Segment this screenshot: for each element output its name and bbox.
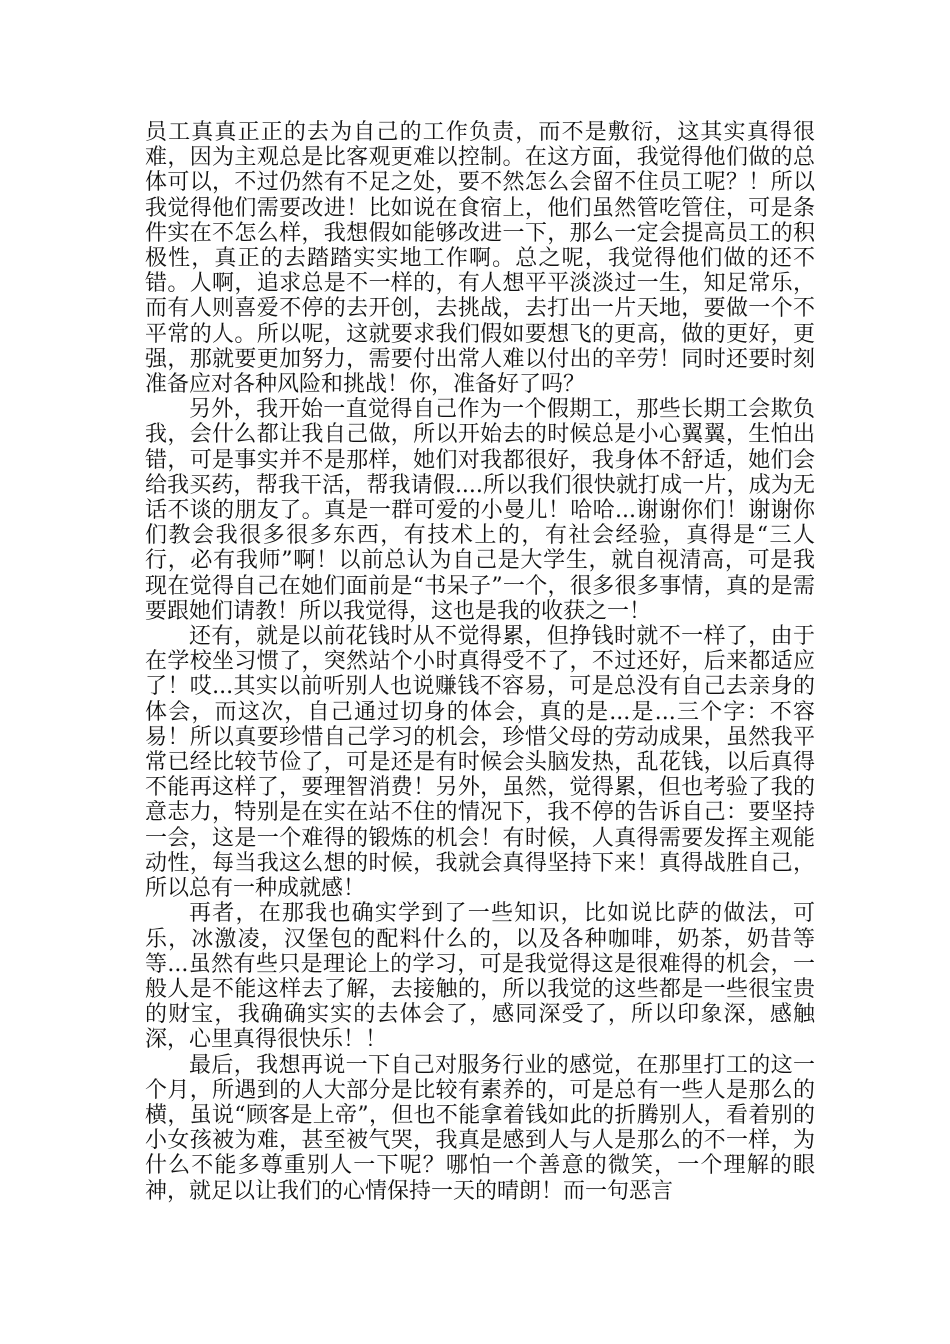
paragraph-2: 另外，我开始一直觉得自己作为一个假期工，那些长期工会欺负我，会什么都让我自己做，所以开始去的时候总是小心翼翼，生怕出错，可是事实并不是那样，她们对我都很好，我身体不舒适，她们会给我买药，帮我干活，帮我请假....所以我们很快就打成一片，成为无话不谈的朋友了。真是一群可爱的小曼儿！哈哈...谢谢你们！谢谢你们教会我很多很多东西，有技术上的，有社会经验，真得是“三人行，必有我师”啊！以前总认为自己是大学生，就自视清高，可是我现在觉得自己在她们面前是“书呆子”一个，很多很多事情，真的是需要跟她们请教！所以我觉得，这也是我的收获之一！ — [145, 397, 815, 624]
paragraph-1: 员工真真正正的去为自己的工作负责，而不是敷衍，这其实真得很难，因为主观总是比客观更难以控制。在这方面，我觉得他们做的总体可以，不过仍然有不足之处，要不然怎么会留不住员工呢？！所以我觉得他们需要改进！比如说在食宿上，他们虽然管吃管住，可是条件实在不怎么样，我想假如能够改进一下，那么一定会提高员工的积极性，真正的去踏踏实实地工作啊。总之呢，我觉得他们做的还不错。人啊，追求总是不一样的，有人想平平淡淡过一生，知足常乐，而有人则喜爱不停的去开创，去挑战，去打出一片天地，要做一个不平常的人。所以呢，这就要求我们假如要想飞的更高，做的更好，更强，那就要更加努力，需要付出常人难以付出的辛劳！同时还要时刻准备应对各种风险和挑战！你，准备好了吗？ — [145, 120, 815, 398]
paragraph-4: 再者，在那我也确实学到了一些知识，比如说比萨的做法，可乐，冰激凌，汉堡包的配料什么的，以及各种咖啡，奶茶，奶昔等等...虽然有些只是理论上的学习，可是我觉得这是很难得的机会，一般人是不能这样去了解，去接触的，所以我觉的这些都是一些很宝贵的财宝，我确确实实的去体会了，感同深受了，所以印象深，感触深，心里真得很快乐！！ — [145, 901, 815, 1053]
document-page — [145, 120, 815, 1204]
paragraph-5: 最后，我想再说一下自己对服务行业的感觉，在那里打工的这一个月，所遇到的人大部分是比较有素养的，可是总有一些人是那么的横，虽说“顾客是上帝”，但也不能拿着钱如此的折腾别人，看着别的小女孩被为难，甚至被气哭，我真是感到人与人是那么的不一样，为什么不能多尊重别人一下呢？哪怕一个善意的微笑，一个理解的眼神，就足以让我们的心情保持一天的晴朗！而一句恶言 — [145, 1052, 815, 1204]
paragraph-3: 还有，就是以前花钱时从不觉得累，但挣钱时就不一样了，由于在学校坐习惯了，突然站个小时真得受不了，不过还好，后来都适应了！哎...其实以前听别人也说赚钱不容易，可是总没有自己去亲身的体会，而这次，自己通过切身的体会，真的是...是...三个字：不容易！所以真要珍惜自己学习的机会，珍惜父母的劳动成果，虽然我平常已经比较节俭了，可是还是有时候会头脑发热，乱花钱，以后真得不能再这样了，要理智消费！另外，虽然，觉得累，但也考验了我的意志力，特别是在实在站不住的情况下，我不停的告诉自己：要坚持一会，这是一个难得的锻炼的机会！有时候，人真得需要发挥主观能动性，每当我这么想的时候，我就会真得坚持下来！真得战胜自己，所以总有一种成就感！ — [145, 624, 815, 902]
